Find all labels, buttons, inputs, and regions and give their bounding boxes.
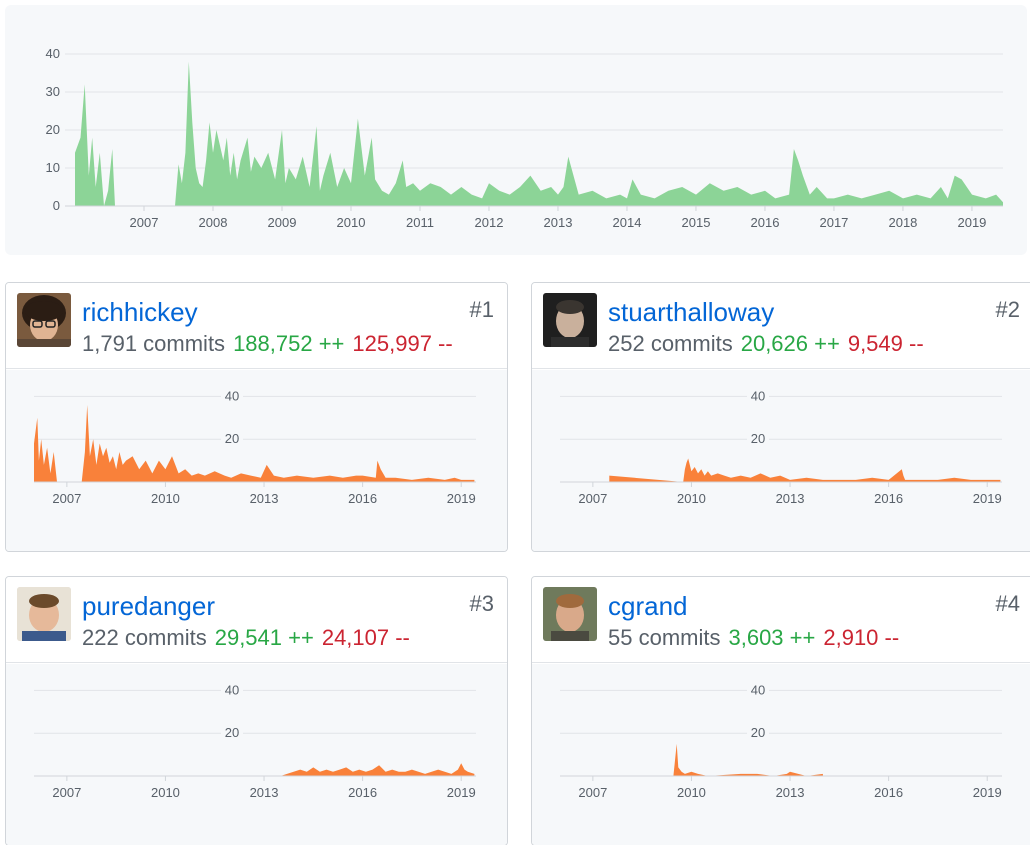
x-tick-label: 2019 xyxy=(446,491,476,506)
y-tick-label: 20 xyxy=(750,431,766,447)
x-tick-label: 2019 xyxy=(972,785,1002,800)
y-tick-label: 40 xyxy=(750,682,766,698)
x-tick-label: 2016 xyxy=(348,491,378,506)
avatar[interactable] xyxy=(17,587,71,641)
x-tick-label: 2011 xyxy=(405,215,434,230)
x-tick-label: 2012 xyxy=(474,215,504,230)
y-tick-label: 40 xyxy=(224,682,240,698)
contributor-rank: #2 xyxy=(995,297,1020,322)
contributor-chart xyxy=(6,370,507,552)
contributor-username[interactable]: richhickey xyxy=(82,297,198,327)
x-tick-label: 2016 xyxy=(874,491,904,506)
contributor-card-2 xyxy=(531,282,1030,552)
overall-commits-chart-svg xyxy=(5,5,1027,255)
x-tick-label: 2019 xyxy=(446,785,476,800)
x-tick-label: 2019 xyxy=(957,215,987,230)
contributor-chart xyxy=(532,664,1030,845)
x-tick-label: 2015 xyxy=(681,215,711,230)
contributor-chart-svg xyxy=(532,370,1030,552)
x-tick-label: 2007 xyxy=(578,785,608,800)
contributor-stats xyxy=(608,625,899,651)
x-tick-label: 2008 xyxy=(198,215,228,230)
contributor-rank: #3 xyxy=(469,591,494,616)
x-tick-label: 2007 xyxy=(52,491,82,506)
contributor-header xyxy=(532,283,1030,369)
x-tick-label: 2016 xyxy=(750,215,780,230)
contributor-stats xyxy=(82,331,453,357)
x-tick-label: 2018 xyxy=(888,215,918,230)
deletions-count: 2,910 -- xyxy=(823,625,900,650)
commit-area xyxy=(34,405,474,482)
contributor-card-1 xyxy=(5,282,508,552)
x-tick-label: 2013 xyxy=(249,785,279,800)
y-tick-label: 20 xyxy=(45,122,60,137)
overall-commits-chart xyxy=(5,5,1027,255)
deletions-count: 9,549 -- xyxy=(847,331,924,356)
contributor-card-3 xyxy=(5,576,508,845)
x-tick-label: 2010 xyxy=(336,215,366,230)
contributor-chart-svg xyxy=(532,664,1030,845)
x-tick-label: 2010 xyxy=(150,491,180,506)
x-tick-label: 2009 xyxy=(267,215,297,230)
commit-count[interactable]: 252 commits xyxy=(608,331,733,356)
x-tick-label: 2010 xyxy=(150,785,180,800)
x-tick-label: 2016 xyxy=(874,785,904,800)
contributor-chart xyxy=(6,664,507,845)
x-tick-label: 2016 xyxy=(348,785,378,800)
contributor-header xyxy=(6,283,507,369)
y-tick-label: 0 xyxy=(52,198,60,213)
x-tick-label: 2013 xyxy=(543,215,573,230)
avatar[interactable] xyxy=(543,587,597,641)
additions-count: 188,752 ++ xyxy=(233,331,345,356)
commit-count[interactable]: 222 commits xyxy=(82,625,207,650)
x-tick-label: 2013 xyxy=(775,491,805,506)
contributor-rank: #4 xyxy=(995,591,1020,616)
x-tick-label: 2017 xyxy=(819,215,849,230)
commit-area xyxy=(281,763,475,776)
x-tick-label: 2019 xyxy=(972,491,1002,506)
y-tick-label: 40 xyxy=(750,388,766,404)
commit-area xyxy=(75,62,1003,206)
contributor-header xyxy=(6,577,507,663)
contributor-rank: #1 xyxy=(469,297,494,322)
additions-count: 29,541 ++ xyxy=(214,625,314,650)
additions-count: 20,626 ++ xyxy=(740,331,840,356)
deletions-count: 24,107 -- xyxy=(321,625,410,650)
y-tick-label: 40 xyxy=(45,46,60,61)
x-tick-label: 2007 xyxy=(578,491,608,506)
contributor-username[interactable]: stuarthalloway xyxy=(608,297,775,327)
contributor-chart xyxy=(532,370,1030,552)
x-tick-label: 2013 xyxy=(249,491,279,506)
y-tick-label: 10 xyxy=(45,160,60,175)
y-tick-label: 20 xyxy=(224,725,240,741)
contributor-chart-svg xyxy=(6,664,508,845)
deletions-count: 125,997 -- xyxy=(352,331,453,356)
x-tick-label: 2010 xyxy=(676,491,706,506)
x-tick-label: 2013 xyxy=(775,785,805,800)
commit-count[interactable]: 1,791 commits xyxy=(82,331,226,356)
commit-count[interactable]: 55 commits xyxy=(608,625,721,650)
commit-area xyxy=(673,744,823,776)
y-tick-label: 30 xyxy=(45,84,60,99)
contributor-chart-svg xyxy=(6,370,508,552)
contributor-header xyxy=(532,577,1030,663)
x-tick-label: 2014 xyxy=(612,215,642,230)
x-tick-label: 2007 xyxy=(129,215,159,230)
x-tick-label: 2010 xyxy=(676,785,706,800)
x-tick-label: 2007 xyxy=(52,785,82,800)
avatar[interactable] xyxy=(543,293,597,347)
y-tick-label: 20 xyxy=(750,725,766,741)
commit-area xyxy=(609,459,1000,483)
contributor-username[interactable]: cgrand xyxy=(608,591,688,621)
avatar[interactable] xyxy=(17,293,71,347)
contributor-card-4 xyxy=(531,576,1030,845)
contributor-stats xyxy=(82,625,410,651)
additions-count: 3,603 ++ xyxy=(728,625,816,650)
contributor-stats xyxy=(608,331,924,357)
y-tick-label: 40 xyxy=(224,388,240,404)
contributor-username[interactable]: puredanger xyxy=(82,591,215,621)
y-tick-label: 20 xyxy=(224,431,240,447)
